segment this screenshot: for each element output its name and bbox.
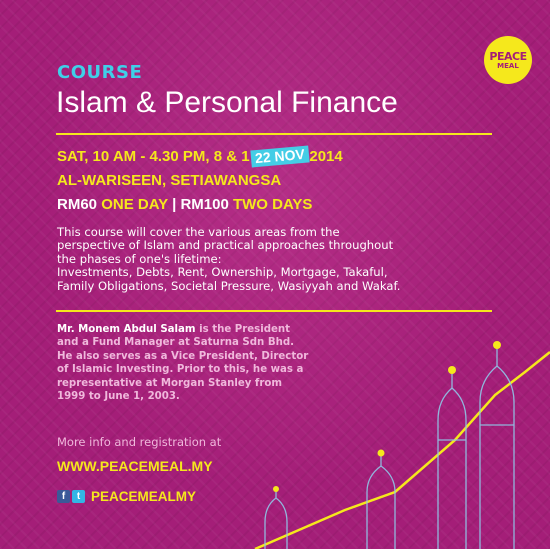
price-two-amount: RM100 [180,196,229,213]
price-one-label: ONE DAY [101,196,168,213]
mosque-dome-icon [265,498,287,549]
description-line: perspective of Islam and practical approaches throughout [57,238,394,253]
bio-line: He also serves as a Vice President, Director [57,350,309,362]
crescent-icon [448,366,456,374]
event-pricing [57,196,312,213]
social-row [57,489,196,504]
crescent-icon [273,486,279,492]
description-line: This course will cover the various areas from the [57,225,340,239]
bio-line [57,323,307,336]
price-one-amount: RM60 [57,196,98,213]
bio-line: 1999 to June 1, 2003. [57,391,180,403]
bio-line: of Islamic Investing. Prior to this, he was a [57,364,304,376]
bio-line: and a Fund Manager at Saturna Sdn Bhd. [57,337,295,349]
facebook-icon[interactable]: f [57,490,70,503]
bio-line-rest: is the President [195,324,291,335]
price-two-label: TWO DAYS [232,196,313,213]
peacemeal-logo [484,36,532,84]
event-date [57,145,343,167]
course-description [57,226,507,293]
bio-line: representative at Morgan Stanley from [57,377,283,389]
speaker-name: Mr. Monem Abdul Salam [57,324,196,335]
logo-line-2: MEAL [497,61,519,70]
twitter-icon[interactable]: t [72,490,85,503]
website-link[interactable]: WWW.PEACEMEAL.MY [57,458,213,474]
social-handle[interactable]: PEACEMEALMY [91,489,197,504]
price-separator: | [172,196,177,213]
event-venue: AL-WARISEEN, SETIAWANGSA [57,172,282,189]
mosque-dome-icon [438,388,466,549]
course-title: Islam & Personal Finance [56,86,398,119]
divider-bottom [56,310,492,312]
description-line: Family Obligations, Societal Pressure, Wasiyyah and Wakaf. [57,278,401,293]
mosque-dome-icon [367,466,395,549]
speaker-bio [57,323,307,403]
crescent-icon [378,450,385,457]
crescent-icon [493,341,501,349]
event-date-text: SAT, 10 AM - 4.30 PM, 8 & 1 [57,148,250,165]
divider-top [56,133,492,135]
logo-line-1: PEACE [489,49,527,63]
description-line: Investments, Debts, Rent, Ownership, Mortgage, Takaful, [57,265,388,280]
date-badge: 22 NOV [250,146,309,168]
course-kicker: COURSE [57,62,143,83]
description-line: the phases of one's lifetime: [57,251,222,266]
more-info-text: More info and registration at [57,435,222,449]
event-date-year: 2014 [309,148,343,165]
